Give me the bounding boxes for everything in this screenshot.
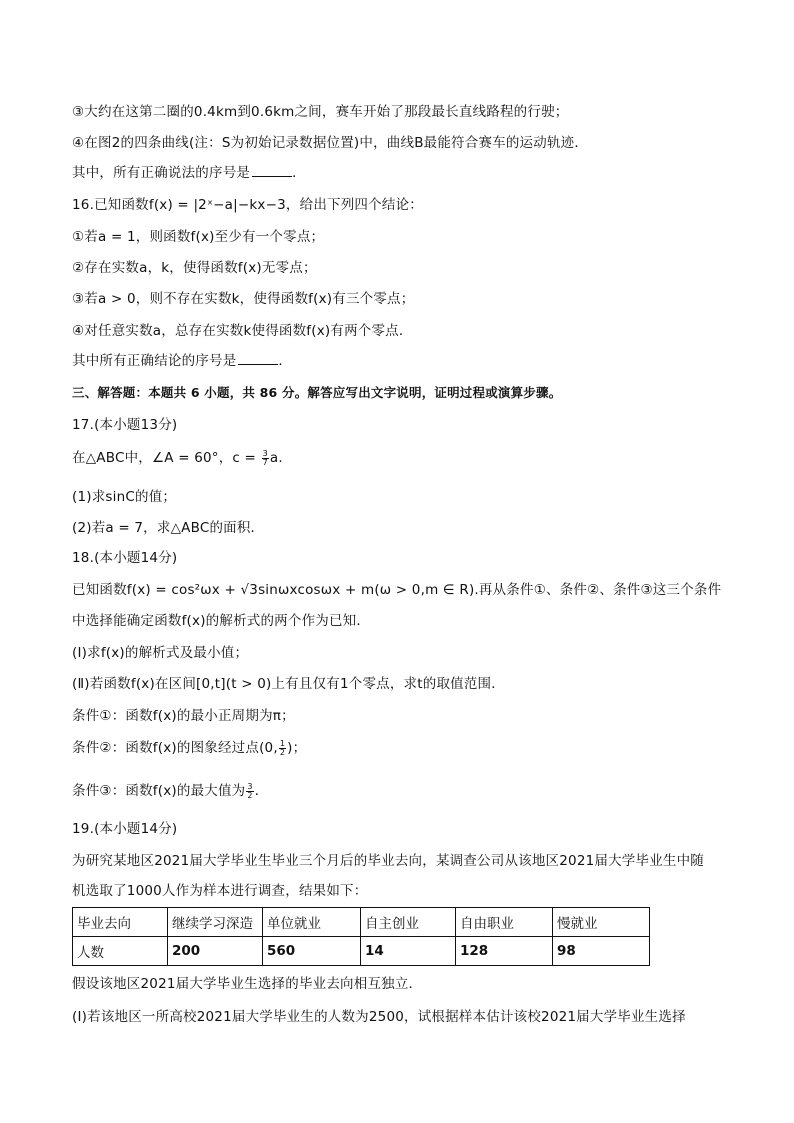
table-header-cell: 自主创业	[361, 908, 456, 937]
question-18-part-2: (Ⅱ)若函数f(x)在区间[0,t](t > 0)上有且仅有1个零点，求t的取值范围．	[72, 676, 505, 692]
condition-2-text: 条件②：函数f(x)的图象经过点(0,	[72, 740, 278, 756]
fraction-1-2	[279, 740, 286, 757]
question-17-stem	[72, 449, 283, 467]
condition-3-tail: ．	[254, 783, 269, 799]
answer-blank-15	[252, 164, 292, 177]
fraction-numerator: 1	[279, 738, 286, 748]
table-header-cell: 自由职业	[456, 908, 553, 937]
question-18-part-1: (Ⅰ)求f(x)的解析式及最小值；	[72, 645, 249, 661]
question-19-stem-2: 机选取了1000人作为样本进行调查，结果如下：	[72, 883, 368, 899]
question-18-stem-1: 已知函数f(x) = cos²ωx + √3sinωxcosωx + m(ω > 0,m ∈ R).再从条件①、条件②、条件③这三个条件	[72, 582, 722, 598]
statement-3: ③大约在这第二圈的0.4km到0.6km之间，赛车开始了那段最长直线路程的行驶；	[72, 104, 569, 120]
table-header-cell: 继续学习深造	[168, 908, 263, 937]
answer-prompt-15-text: 其中，所有正确说法的序号是	[72, 165, 251, 181]
question-19-stem-1: 为研究某地区2021届大学毕业生毕业三个月后的毕业去向，某调查公司从该地区2021届大学毕业生中随	[72, 853, 705, 869]
table-row	[73, 937, 650, 966]
question-17-part-1: (1)求sinC的值；	[72, 489, 177, 505]
answer-prompt-16-text: 其中所有正确结论的序号是	[72, 353, 237, 369]
question-18-stem-2: 中选择能确定函数f(x)的解析式的两个作为已知．	[72, 613, 371, 629]
assumption-text: 假设该地区2021届大学毕业生选择的毕业去向相互独立．	[72, 976, 423, 992]
table-header-cell: 毕业去向	[73, 908, 168, 937]
condition-3-text: 条件③：函数f(x)的最大值为	[72, 783, 246, 799]
fraction-denominator: 2	[279, 747, 286, 757]
fraction-numerator: 3	[247, 781, 253, 791]
conclusion-1: ①若a = 1，则函数f(x)至少有一个零点；	[72, 229, 325, 245]
fraction-numerator: 3	[262, 448, 268, 458]
statement-4: ④在图2的四条曲线(注：S为初始记录数据位置)中，曲线B最能符合赛车的运动轨迹．	[72, 135, 589, 151]
conclusion-4: ④对任意实数a，总存在实数k使得函数f(x)有两个零点．	[72, 323, 413, 339]
condition-3	[72, 782, 268, 800]
question-16-stem: 16.已知函数f(x) = |2ˣ−a|−kx−3，给出下列四个结论：	[72, 197, 423, 213]
fraction-3-7	[262, 450, 269, 467]
question-17-stem-tail: a.	[269, 450, 283, 466]
conclusion-2: ②存在实数a，k，使得函数f(x)无零点；	[72, 260, 317, 276]
table-cell: 人数	[73, 937, 168, 966]
table-cell: 98	[553, 937, 650, 966]
table-header-row	[73, 908, 650, 937]
condition-2-tail: )；	[287, 740, 307, 756]
table-cell: 128	[456, 937, 553, 966]
question-19-title: 19.(本小题14分)	[72, 821, 178, 837]
fraction-3-2	[246, 783, 253, 800]
survey-table	[72, 907, 650, 966]
condition-1: 条件①：函数f(x)的最小正周期为π；	[72, 708, 295, 724]
fraction-denominator: 2	[247, 790, 253, 800]
answer-prompt-15: 其中，所有正确说法的序号是 ．	[72, 165, 306, 181]
answer-prompt-16: 其中所有正确结论的序号是 ．	[72, 353, 293, 369]
question-17-part-2: (2)若a = 7，求△ABC的面积．	[72, 520, 265, 536]
table-cell: 560	[263, 937, 361, 966]
fraction-denominator: 7	[262, 457, 268, 467]
table-header-cell: 单位就业	[263, 908, 361, 937]
table-cell: 200	[168, 937, 263, 966]
answer-blank-16	[238, 352, 278, 365]
question-19-part-1: (Ⅰ)若该地区一所高校2021届大学毕业生的人数为2500，试根据样本估计该校2021届大学毕业生选择	[72, 1009, 686, 1025]
question-17-title: 17.(本小题13分)	[72, 417, 178, 433]
section-3-heading: 三、解答题：本题共 6 小题，共 86 分。解答应写出文字说明，证明过程或演算步骤。	[72, 385, 562, 400]
table-header-cell: 慢就业	[553, 908, 650, 937]
question-17-stem-text: 在△ABC中，∠A = 60°，c =	[72, 450, 257, 466]
conclusion-3: ③若a > 0，则不存在实数k，使得函数f(x)有三个零点；	[72, 291, 415, 307]
condition-2	[72, 739, 306, 757]
table-cell: 14	[361, 937, 456, 966]
question-18-title: 18.(本小题14分)	[72, 550, 178, 566]
